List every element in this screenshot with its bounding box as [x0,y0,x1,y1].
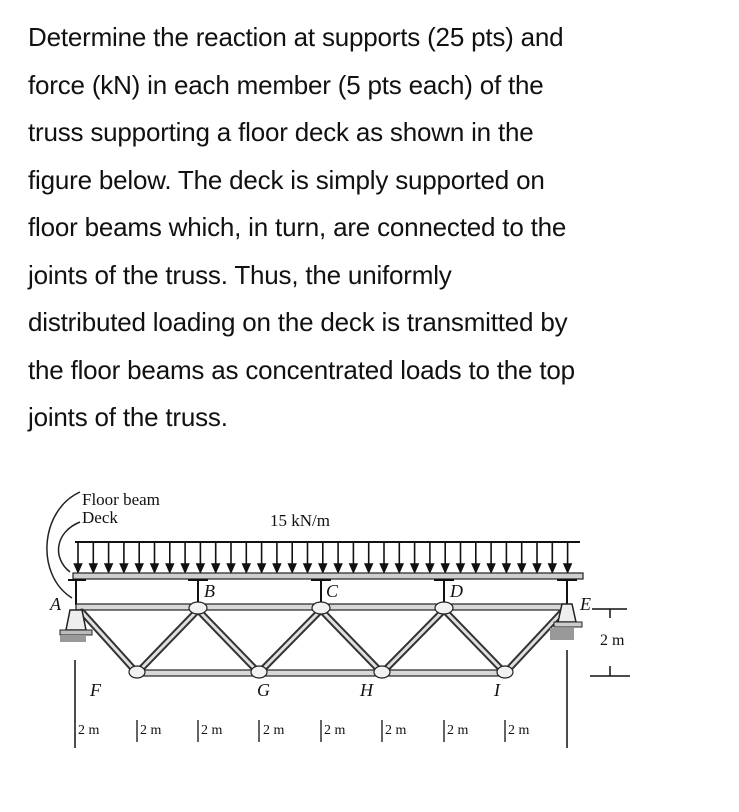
span-label: 2 m [447,723,469,738]
joint-label-e: E [580,594,591,614]
deck-label: Deck [82,508,118,527]
problem-line: force (kN) in each member (5 pts each) of the [28,69,544,100]
height-label: 2 m [600,632,625,649]
joint-label-g: G [257,680,270,700]
gusset-plates [129,602,513,678]
problem-line: truss supporting a floor deck as shown in the [28,117,534,147]
span-label: 2 m [263,723,285,738]
joint-label-h: H [360,680,373,700]
truss-diagram [30,480,670,770]
problem-line: joints of the truss. Thus, the uniformly [28,259,452,290]
problem-line: the floor beams as concentrated loads to the top [28,354,575,385]
span-label: 2 m [324,723,346,738]
load-label: 15 kN/m [270,511,330,530]
distributed-load [75,542,581,572]
span-label: 2 m [78,723,100,738]
problem-line: Determine the reaction at supports (25 pts) and [28,22,564,52]
problem-line: distributed loading on the deck is transmitted by [28,307,568,337]
span-label: 2 m [508,723,530,738]
problem-statement [28,14,728,442]
joint-label-b: B [204,581,215,601]
joint-label-d: D [450,581,463,601]
joint-label-i: I [494,680,500,700]
span-label: 2 m [385,723,407,738]
joint-label-c: C [326,581,339,601]
floor-beam-label: Floor beam [82,490,160,509]
deck [73,573,583,579]
span-label: 2 m [140,723,162,738]
floor-beams [68,579,577,605]
diagonals [82,610,562,673]
problem-line: joints of the truss. [28,402,228,432]
problem-line: figure below. The deck is simply supported on [28,164,545,195]
truss-figure [30,480,670,770]
problem-line: floor beams which, in turn, are connected to the [28,212,567,242]
bottom-chord [137,670,505,676]
span-labels [78,723,530,738]
joint-label-f: F [90,680,101,700]
span-label: 2 m [201,723,223,738]
joint-label-a: A [50,594,61,614]
